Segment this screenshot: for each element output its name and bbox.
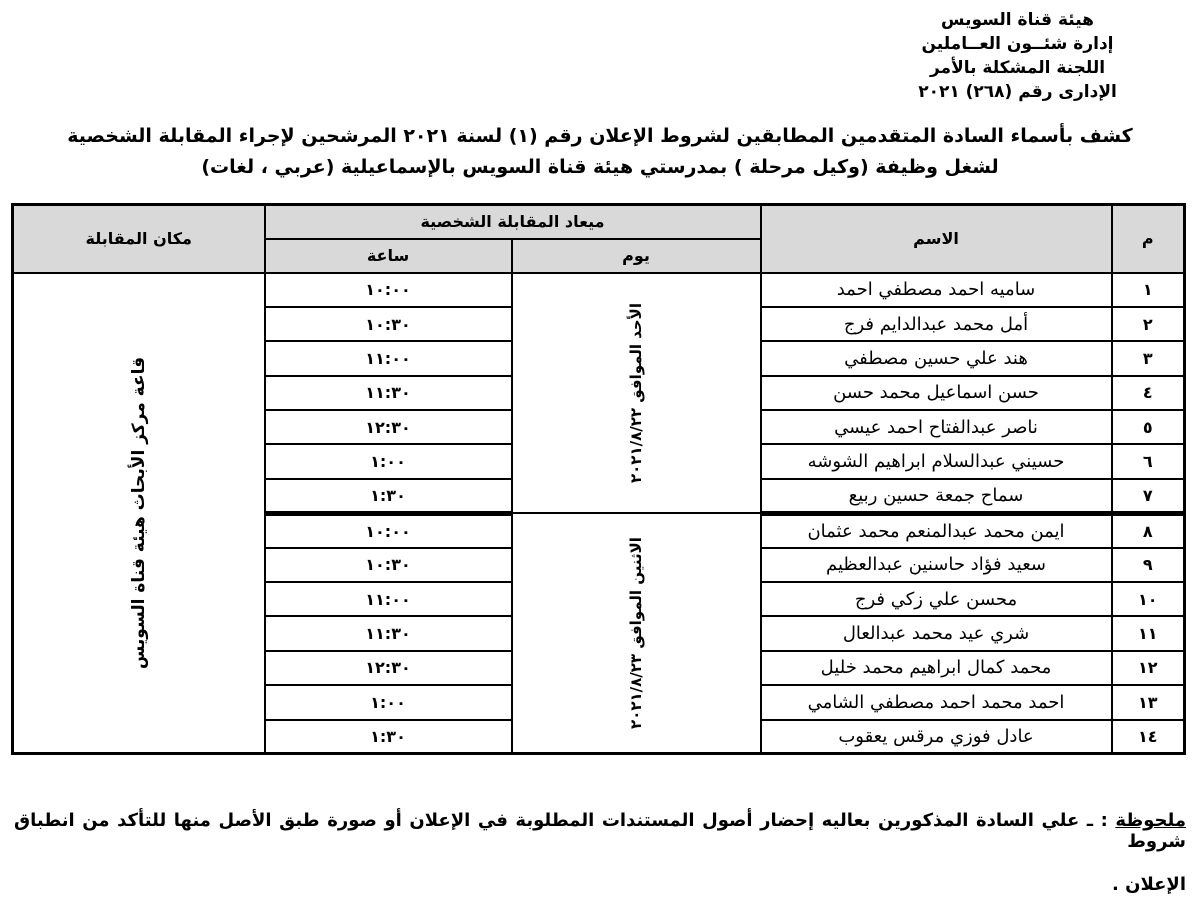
name-cell: حسيني عبدالسلام ابراهيم الشوشه xyxy=(761,444,1112,478)
serial-cell: ٦ xyxy=(1112,444,1185,478)
serial-cell: ١٢ xyxy=(1112,651,1185,685)
header-serial: م xyxy=(1112,205,1185,273)
serial-cell: ١١ xyxy=(1112,616,1185,650)
time-cell: ١:٣٠ xyxy=(265,479,512,513)
serial-cell: ٩ xyxy=(1112,548,1185,582)
title-line-1: كشف بأسماء السادة المتقدمين المطابقين لشروط الإعلان رقم (١) لسنة ٢٠٢١ المرشحين لإجراء المقابلة الشخصية xyxy=(67,125,1133,147)
name-cell: ناصر عبدالفتاح احمد عيسي xyxy=(761,410,1112,444)
letterhead-line-committee: اللجنة المشكلة بالأمر xyxy=(929,58,1106,78)
name-cell: محمد كمال ابراهيم محمد خليل xyxy=(761,651,1112,685)
time-cell: ١:٣٠ xyxy=(265,720,512,754)
serial-cell: ٥ xyxy=(1112,410,1185,444)
letterhead-line-authority: هيئة قناة السويس xyxy=(941,10,1094,30)
time-cell: ١:٠٠ xyxy=(265,685,512,719)
candidates-table xyxy=(11,203,1186,755)
table-header-row-1 xyxy=(13,205,1185,239)
serial-cell: ١٣ xyxy=(1112,685,1185,719)
day-text-sunday: الأحد الموافق ٢٠٢١/٨/٢٢ xyxy=(627,302,645,483)
name-cell: عادل فوزي مرقس يعقوب xyxy=(761,720,1112,754)
time-cell: ١١:٣٠ xyxy=(265,376,512,410)
time-cell: ١١:٣٠ xyxy=(265,616,512,650)
serial-cell: ٧ xyxy=(1112,479,1185,513)
name-cell: احمد محمد احمد مصطفي الشامي xyxy=(761,685,1112,719)
day-cell-group-2 xyxy=(512,513,761,754)
name-cell: حسن اسماعيل محمد حسن xyxy=(761,376,1112,410)
name-cell: شري عيد محمد عبدالعال xyxy=(761,616,1112,650)
header-day: يوم xyxy=(512,239,761,273)
footer-note-separator: : ـ xyxy=(1079,810,1116,831)
footer-note-line-2: الإعلان . xyxy=(1111,874,1186,895)
serial-cell: ٢ xyxy=(1112,307,1185,341)
serial-cell: ٨ xyxy=(1112,513,1185,547)
time-cell: ١٠:٣٠ xyxy=(265,548,512,582)
time-cell: ١٠:٠٠ xyxy=(265,513,512,547)
name-cell: ساميه احمد مصطفي احمد xyxy=(761,273,1112,307)
letterhead xyxy=(845,8,1190,104)
name-cell: أمل محمد عبدالدايم فرج xyxy=(761,307,1112,341)
day-cell-group-1 xyxy=(512,273,761,514)
serial-cell: ٤ xyxy=(1112,376,1185,410)
serial-cell: ١٤ xyxy=(1112,720,1185,754)
footer-note xyxy=(14,810,1186,895)
day-text-monday: الاثنين الموافق ٢٠٢١/٨/٢٣ xyxy=(627,537,645,730)
name-cell: هند علي حسين مصطفي xyxy=(761,341,1112,375)
title-line-2: لشغل وظيفة (وكيل مرحلة ) بمدرستي هيئة قناة السويس بالإسماعيلية (عربي ، لغات) xyxy=(201,156,999,178)
name-cell: سماح جمعة حسين ربيع xyxy=(761,479,1112,513)
time-cell: ١١:٠٠ xyxy=(265,582,512,616)
header-name: الاسم xyxy=(761,205,1112,273)
footer-note-line-1 xyxy=(14,810,1186,852)
time-cell: ١٠:٣٠ xyxy=(265,307,512,341)
location-cell xyxy=(13,273,265,754)
time-cell: ١٠:٠٠ xyxy=(265,273,512,307)
table-row xyxy=(13,273,1185,307)
letterhead-line-department: إدارة شئــون العــاملين xyxy=(921,34,1114,54)
time-cell: ١١:٠٠ xyxy=(265,341,512,375)
document-title xyxy=(0,121,1200,183)
name-cell: ايمن محمد عبدالمنعم محمد عثمان xyxy=(761,513,1112,547)
footer-note-text: علي السادة المذكورين بعاليه إحضار أصول المستندات المطلوبة في الإعلان أو صورة طبق الأصل منها للتأكد من انطباق شروط xyxy=(14,810,1186,852)
serial-cell: ١٠ xyxy=(1112,582,1185,616)
header-appointment: ميعاد المقابلة الشخصية xyxy=(265,205,761,239)
name-cell: سعيد فؤاد حاسنين عبدالعظيم xyxy=(761,548,1112,582)
time-cell: ١:٠٠ xyxy=(265,444,512,478)
footer-note-label: ملحوظة xyxy=(1115,810,1186,831)
location-text: قاعة مركز الأبحاث هيئة قناة السويس xyxy=(128,356,149,670)
time-cell: ١٢:٣٠ xyxy=(265,410,512,444)
letterhead-line-order-number: الإدارى رقم (٢٦٨) ٢٠٢١ xyxy=(918,82,1117,102)
serial-cell: ٣ xyxy=(1112,341,1185,375)
name-cell: محسن علي زكي فرج xyxy=(761,582,1112,616)
time-cell: ١٢:٣٠ xyxy=(265,651,512,685)
header-location: مكان المقابلة xyxy=(13,205,265,273)
header-hour: ساعة xyxy=(265,239,512,273)
serial-cell: ١ xyxy=(1112,273,1185,307)
